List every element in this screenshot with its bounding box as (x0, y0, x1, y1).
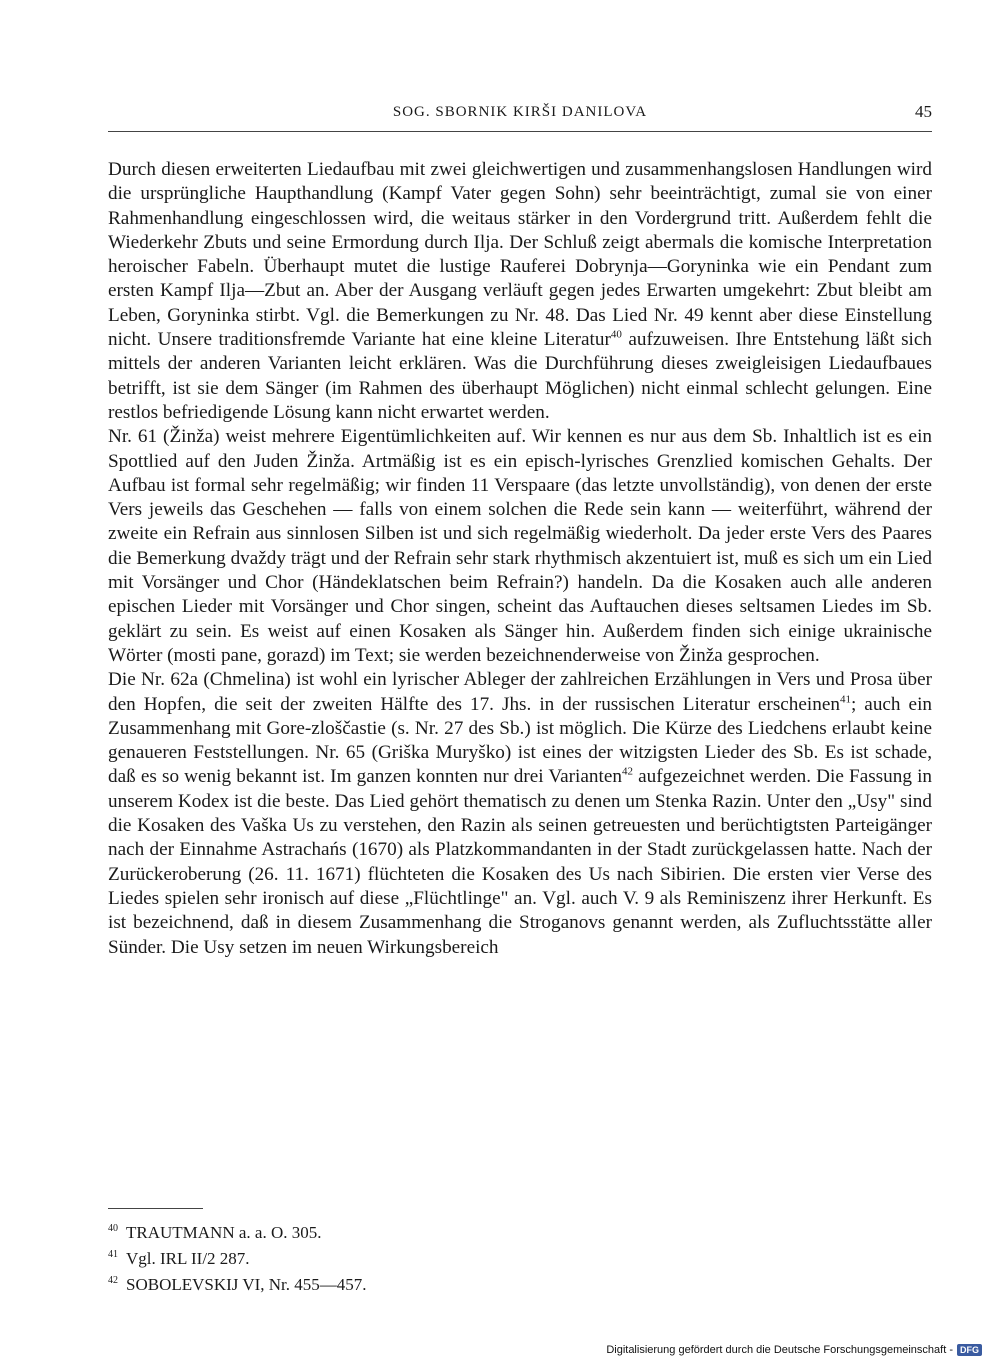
paragraph-1-text-a: Durch diesen erweiterten Liedaufbau mit zwei gleichwertigen und zusammenhangslosen Handlungen wird die ursprüngliche Haupthandlung (Kampf Vater gegen Sohn) sehr beeinträchtigt, zumal sie von einer Rahmenhandlung eingeschlossen wird, die weitaus stärker in den Vordergrund tritt. Außerdem fehlt die Wiederkehr Zbuts und seine Ermordung durch Ilja. Der Schluß zeigt abermals die komische Interpretation heroischer Fabeln. Überhaupt mutet die lustige Rauferei Dobrynja—Goryninka wie ein Pendant zum ersten Kampf Ilja—Zbut an. Aber der Ausgang verläuft gegen jedes Erwarten umgekehrt: Zbut bleibt am Leben, Goryninka stirbt. Vgl. die Bemerkungen zu Nr. 48. Das Lied Nr. 49 kennt aber diese Einstellung nicht. Unsere traditionsfremde Variante hat eine kleine Literatur (108, 159, 932, 351)
footnote-number: 41 (108, 1249, 118, 1261)
footnote-ref-40: 40 (610, 328, 622, 341)
footnote-text: Vgl. IRL II/2 287. (126, 1249, 250, 1268)
paragraph-3-text-b: ; auch ein Zusammenhang mit Gore-zloščastie (s. Nr. 27 des Sb.) ist möglich. Die Kürze des Liedchens erlaubt keine genaueren Feststellungen. Nr. 65 (Griška Muryško) ist eines der witzigsten Lieder des Sb. Es ist schade, daß es so wenig bekannt ist. Im ganzen konnten nur drei Varianten (108, 693, 932, 788)
dfg-logo-icon: DFG (957, 1344, 982, 1356)
paragraph-3 (108, 668, 932, 960)
footnote-text: TRAUTMANN a. a. O. 305. (126, 1223, 322, 1242)
footnote-ref-41: 41 (839, 693, 851, 706)
footnote-number: 42 (108, 1275, 118, 1287)
paragraph-1 (108, 158, 932, 425)
credit-text: Digitalisierung gefördert durch die Deutsche Forschungsgemeinschaft - (606, 1344, 953, 1356)
footnote-41 (108, 1246, 932, 1272)
paragraph-1-text-b: aufzuweisen. Ihre Entstehung läßt sich mittels der anderen Varianten leicht erklären. Was die Durchführung dieses zweigleisigen Liedaufbaues betrifft, ist sie dem Sänger (im Rahmen des überhaupt Möglichen) nicht einmal schlecht gelungen. Eine restlos befriedigende Lösung kann nicht erwartet werden. (108, 329, 932, 423)
header-rule (108, 131, 932, 132)
footnote-ref-42: 42 (621, 766, 633, 779)
page-header (108, 100, 932, 128)
page-number: 45 (915, 102, 932, 121)
digitization-credit (606, 1344, 982, 1356)
footnote-42 (108, 1272, 932, 1298)
paragraph-2: Nr. 61 (Žinža) weist mehrere Eigentümlichkeiten auf. Wir kennen es nur aus dem Sb. Inhaltlich ist es ein Spottlied auf den Juden Žinža. Artmäßig ist es ein episch-lyrisches Grenzlied komischen Gehalts. Der Aufbau ist formal sehr regelmäßig; wir finden 11 Verspaare (das letzte unvollständig), von denen der erste Vers jeweils das Geschehen — falls von einem solchen die Rede sein kann — weiterführt, während der zweite ein Refrain aus sinnlosen Silben ist und sich regelmäßig wiederholt. Da jeder erste Vers des Paares die Bemerkung dvaždy trägt und der Refrain sehr stark rhythmisch akzentuiert ist, muß es sich um ein Lied mit Vorsänger und Chor (Händeklatschen beim Refrain?) handeln. Da die Kosaken auch alle anderen epischen Lieder mit Vorsänger und Chor singen, scheint das Auftauchen dieses seltsamen Liedes im Sb. geklärt zu sein. Es weist auf einen Kosaken als Sänger hin. Außerdem finden sich einige ukrainische Wörter (mosti pane, gorazd) im Text; sie werden bezeichnenderweise von Žinža gesprochen. (108, 426, 932, 666)
footnote-40 (108, 1220, 932, 1246)
paragraph-3-text-a: Die Nr. 62a (Chmelina) ist wohl ein lyrischer Ableger der zahlreichen Erzählungen in Vers und Prosa über den Hopfen, die seit der zweiten Hälfte des 17. Jhs. in der russischen Literatur erscheinen (108, 669, 932, 715)
footnotes (108, 1220, 932, 1298)
footnote-number: 40 (108, 1223, 118, 1235)
footnote-text: SOBOLEVSKIJ VI, Nr. 455—457. (126, 1275, 367, 1294)
body-text (108, 158, 932, 960)
running-title: SOG. SBORNIK KIRŠI DANILOVA (392, 104, 648, 120)
footnote-rule (108, 1208, 203, 1209)
paragraph-3-text-c: aufgezeichnet werden. Die Fassung in unserem Kodex ist die beste. Das Lied gehört thematisch zu denen um Stenka Razin. Unter den „Usy" sind die Kosaken des Vaška Us zu verstehen, den Razin als seinen getreuesten und berüchtigtsten Parteigänger nach der Einnahme Astrachańs (1670) als Platzkommandanten in der Stadt zurückgelassen hatte. Nach der Zurückeroberung (26. 11. 1671) flüchteten die Kosaken des Us nach Sibirien. Die ersten vier Verse des Liedes spielen sehr ironisch auf diese „Flüchtlinge" an. Vgl. auch V. 9 als Reminiszenz ihrer Herkunft. Es ist bezeichnend, daß in diesem Zusammenhang die Stroganovs genannt werden, als Zufluchtsstätte aller Sünder. Die Usy setzen im neuen Wirkungsbereich (108, 766, 932, 958)
